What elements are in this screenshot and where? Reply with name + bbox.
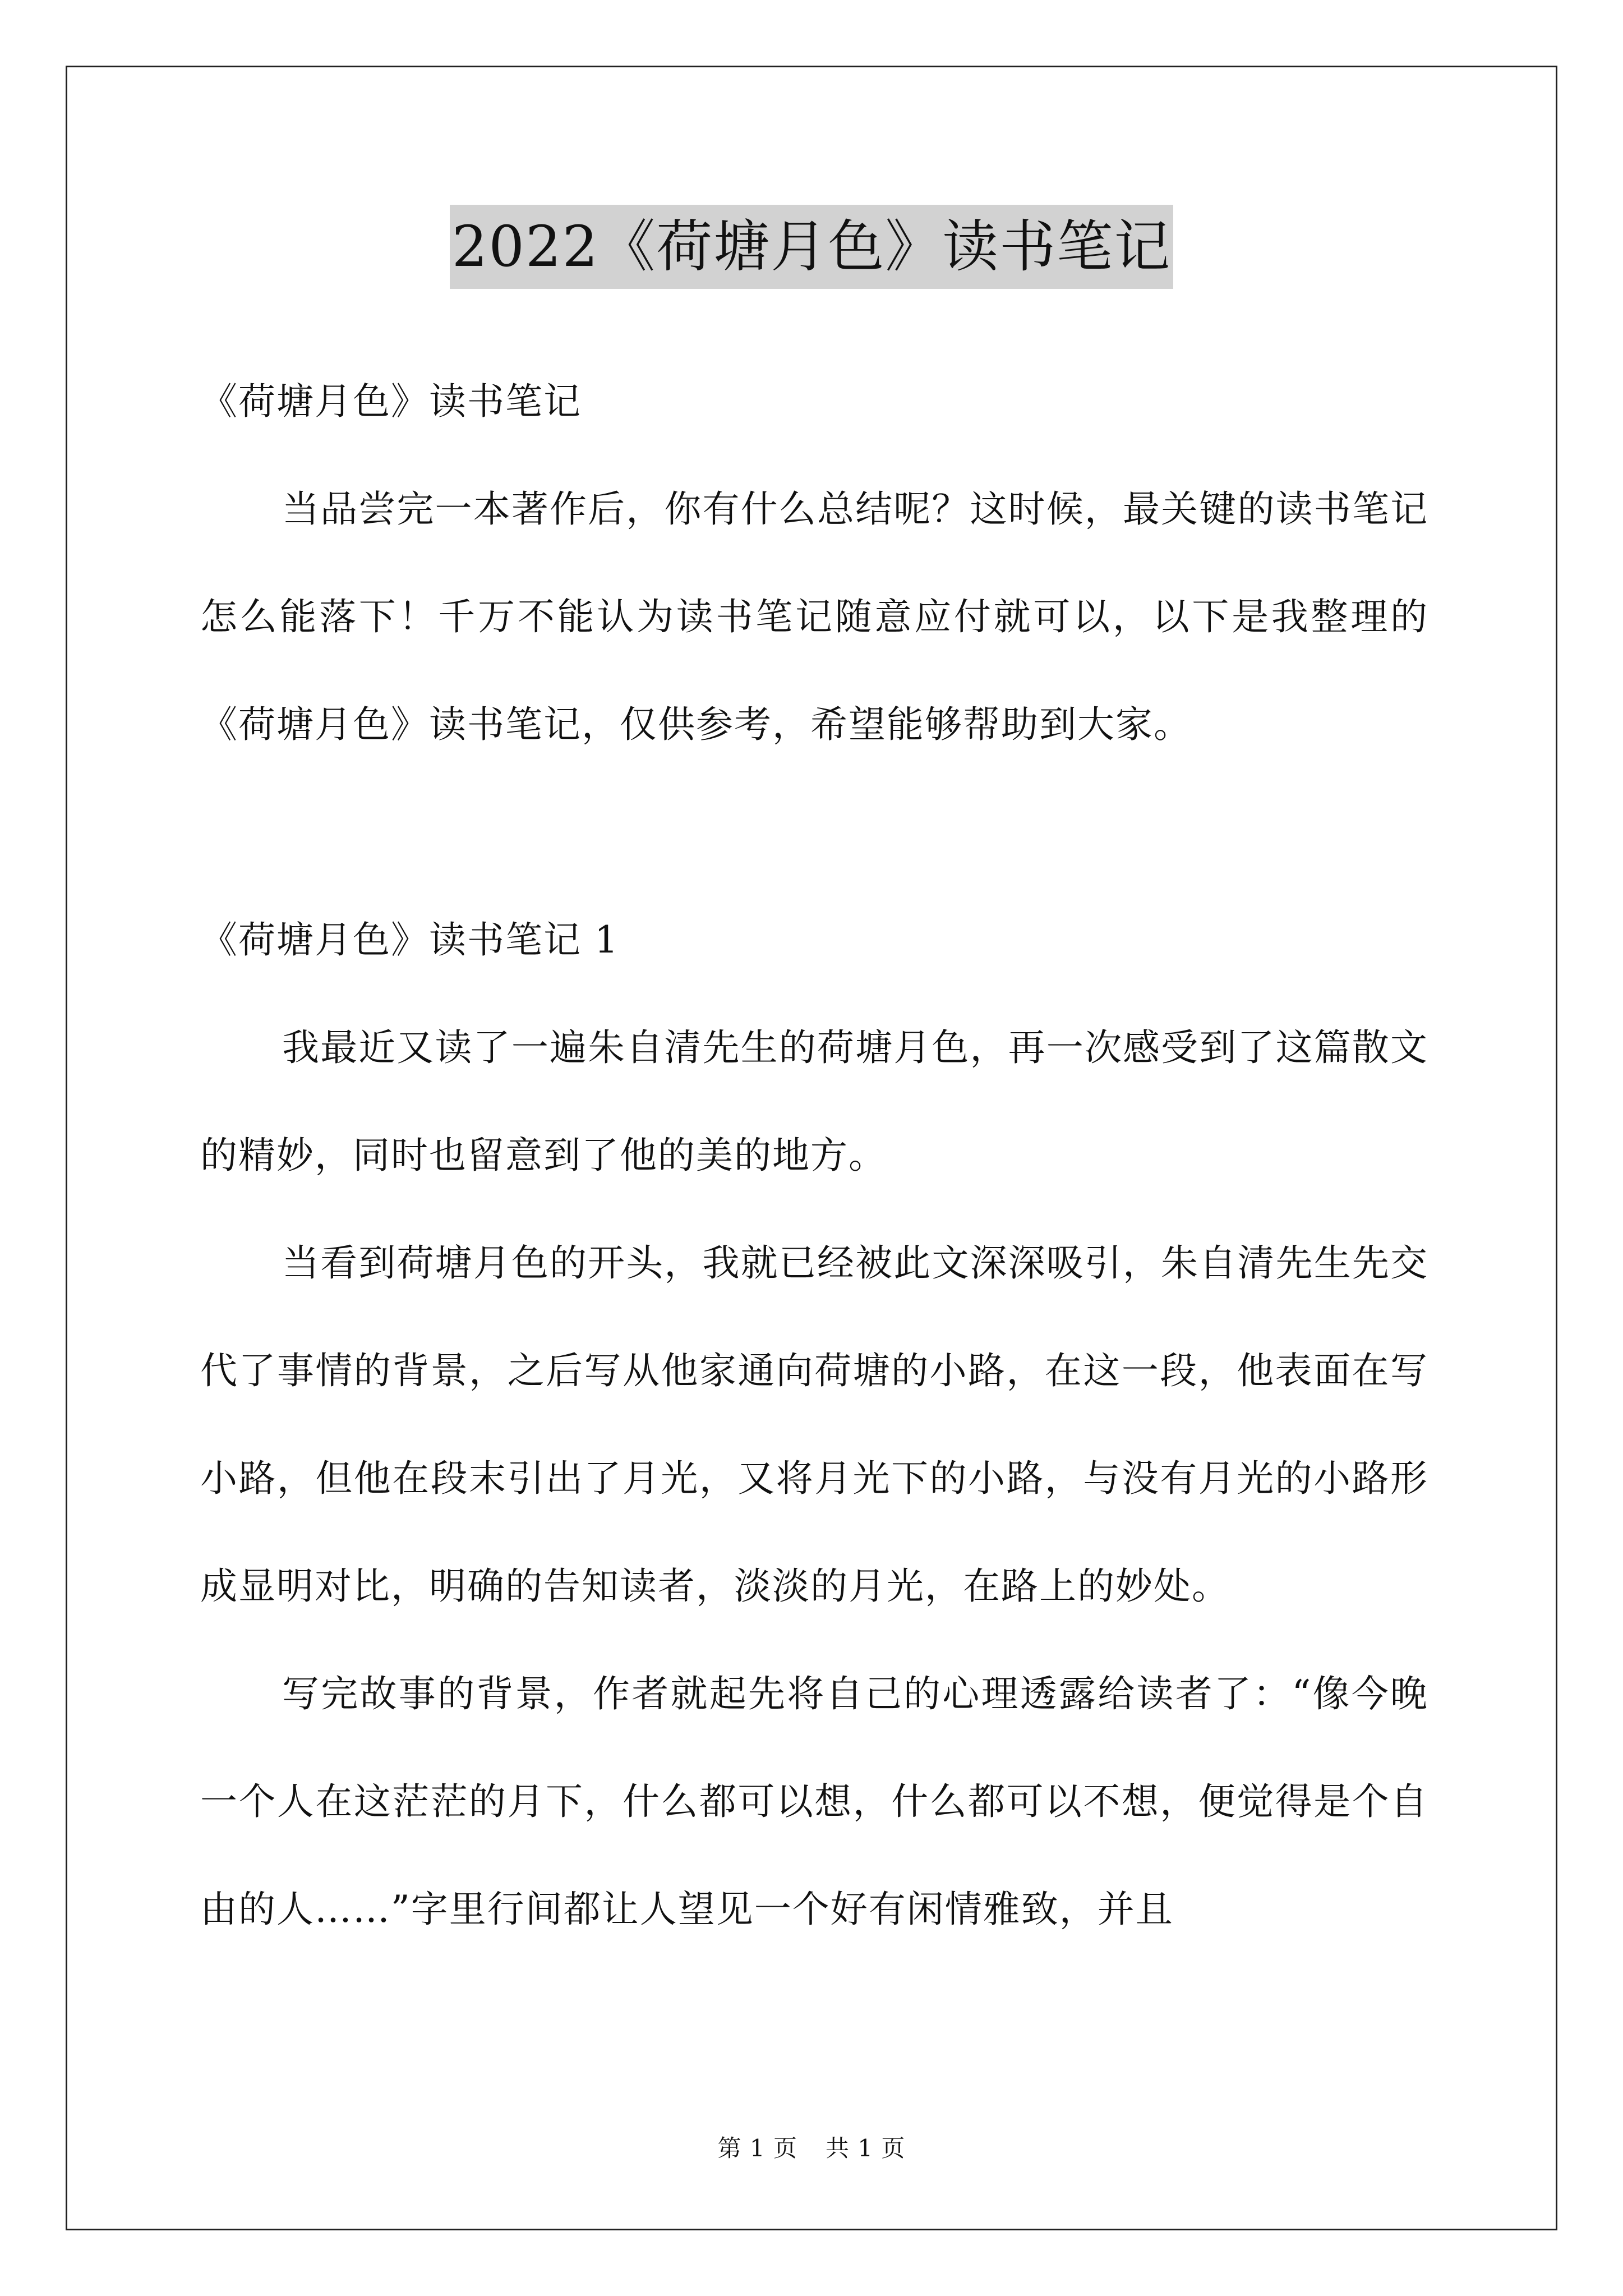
body-paragraph: 写完故事的背景，作者就起先将自己的心理透露给读者了：“像今晚一个人在这茫茫的月下，什么都可以想，什么都可以不想，便觉得是个自由的人……”字里行间都让人望见一个好有闲情雅致，并且 (200, 1672, 1428, 1931)
title-container (0, 205, 1623, 289)
body-paragraph: 当看到荷塘月色的开头，我就已经被此文深深吸引，朱自清先生先交代了事情的背景，之后写从他家通向荷塘的小路，在这一段，他表面在写小路，但他在段末引出了月光，又将月光下的小路，与没有月光的小路形成显明对比，明确的告知读者，淡淡的月光，在路上的妙处。 (200, 1241, 1428, 1608)
page-footer (0, 2132, 1623, 2165)
document-body (200, 348, 1428, 1963)
subtitle: 《荷塘月色》读书笔记 (200, 380, 582, 423)
body-paragraph: 我最近又读了一遍朱自清先生的荷塘月色，再一次感受到了这篇散文的精妙，同时也留意到了他的美的地方。 (200, 1026, 1428, 1177)
page-number: 第 1 页 (717, 2134, 797, 2162)
document-title: 2022《荷塘月色》读书笔记 (450, 205, 1174, 289)
section-heading: 《荷塘月色》读书笔记 1 (200, 918, 619, 961)
intro-paragraph: 当品尝完一本著作后，你有什么总结呢？这时候，最关键的读书笔记怎么能落下！千万不能认为读书笔记随意应付就可以，以下是我整理的《荷塘月色》读书笔记，仅供参考，希望能够帮助到大家。 (200, 487, 1428, 746)
spacer (200, 779, 1428, 886)
page-total: 共 1 页 (826, 2134, 906, 2162)
